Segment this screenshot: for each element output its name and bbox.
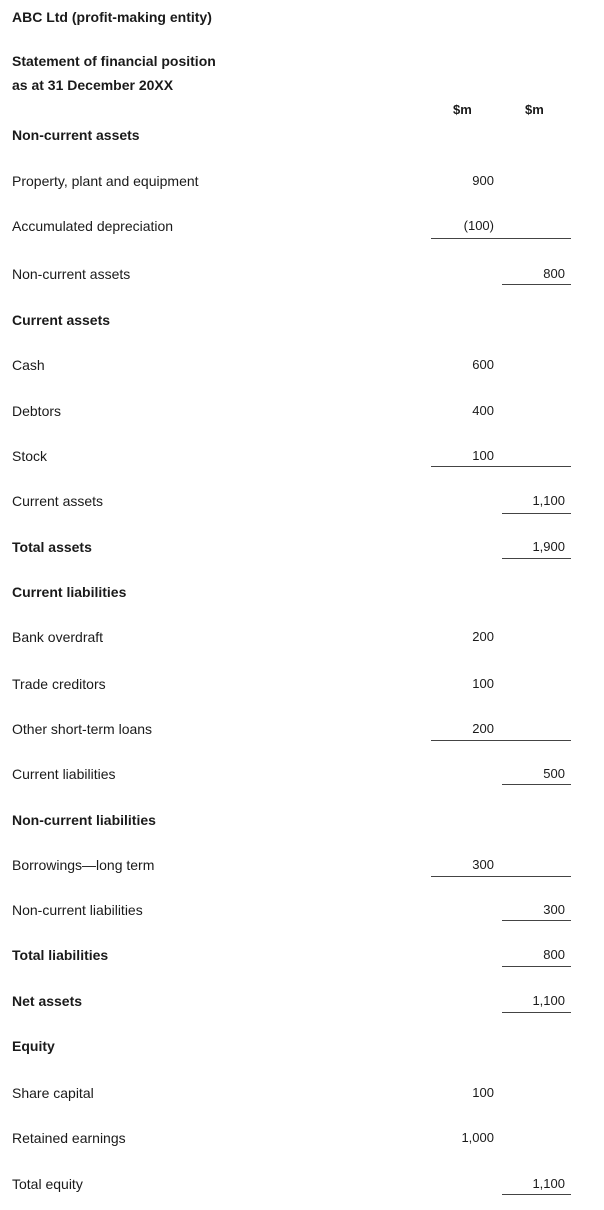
table-row (0, 355, 604, 379)
column-header-2: $m (525, 102, 544, 117)
table-row (0, 264, 604, 288)
row-value-col2: 1,100 (532, 993, 565, 1008)
row-label: Trade creditors (12, 676, 106, 692)
row-value-col2: 800 (543, 947, 565, 962)
row-label: Non-current assets (12, 127, 140, 143)
document-title: ABC Ltd (profit-making entity) (12, 9, 212, 25)
row-label: Non-current liabilities (12, 902, 143, 918)
row-label: Other short-term loans (12, 721, 153, 737)
row-value-col1: 400 (472, 403, 494, 418)
row-label: Equity (12, 1038, 55, 1054)
column-header-1: $m (453, 102, 472, 117)
row-label: Share capital (12, 1085, 94, 1101)
row-value-col1: 1,000 (461, 1130, 494, 1145)
table-row (0, 991, 604, 1015)
row-label: Current assets (12, 493, 104, 509)
table-row (0, 446, 604, 470)
row-value-col1: 100 (472, 1085, 494, 1100)
total-underline (502, 920, 571, 921)
row-value-col1: 300 (472, 857, 494, 872)
row-label: Stock (12, 448, 48, 464)
statement-date: as at 31 December 20XX (12, 77, 174, 93)
row-label: Total liabilities (12, 947, 109, 963)
table-row (0, 1174, 604, 1198)
row-value-col1: 900 (472, 173, 494, 188)
row-value-col2: 800 (543, 266, 565, 281)
table-row (0, 171, 604, 195)
table-row (0, 1128, 604, 1152)
row-label: Property, plant and equipment (12, 173, 199, 189)
total-underline (431, 876, 571, 877)
table-row (0, 582, 604, 606)
table-row (0, 627, 604, 651)
row-value-col1: 100 (472, 676, 494, 691)
total-underline (431, 466, 571, 467)
row-label: Retained earnings (12, 1130, 126, 1146)
row-label: Total assets (12, 539, 92, 555)
row-label: Current liabilities (12, 766, 116, 782)
total-underline (502, 284, 571, 285)
table-row (0, 216, 604, 240)
table-row (0, 1036, 604, 1060)
table-row (0, 537, 604, 561)
row-label: Current assets (12, 312, 111, 328)
row-value-col1: 600 (472, 357, 494, 372)
total-underline (502, 1012, 571, 1013)
row-label: Non-current liabilities (12, 812, 156, 828)
table-row (0, 945, 604, 969)
row-value-col2: 1,100 (532, 1176, 565, 1191)
total-underline (502, 784, 571, 785)
total-underline (502, 558, 571, 559)
total-underline (502, 513, 571, 514)
row-label: Non-current assets (12, 266, 131, 282)
row-label: Debtors (12, 403, 62, 419)
table-row (0, 401, 604, 425)
row-value-col1: 100 (472, 448, 494, 463)
row-label: Net assets (12, 993, 83, 1009)
table-row (0, 900, 604, 924)
total-underline (431, 238, 571, 239)
table-row (0, 674, 604, 698)
row-value-col2: 500 (543, 766, 565, 781)
table-row (0, 1083, 604, 1107)
row-value-col2: 1,100 (532, 493, 565, 508)
table-row (0, 125, 604, 149)
statement-title: Statement of financial position (12, 53, 216, 69)
row-label: Bank overdraft (12, 629, 104, 645)
table-row (0, 810, 604, 834)
row-value-col2: 1,900 (532, 539, 565, 554)
total-underline (502, 966, 571, 967)
row-label: Borrowings—long term (12, 857, 155, 873)
table-row (0, 310, 604, 334)
table-row (0, 719, 604, 743)
row-label: Accumulated depreciation (12, 218, 174, 234)
table-row (0, 491, 604, 515)
row-value-col1: 200 (472, 629, 494, 644)
row-label: Total equity (12, 1176, 83, 1192)
total-underline (431, 740, 571, 741)
row-label: Current liabilities (12, 584, 127, 600)
row-value-col1: (100) (463, 218, 494, 233)
row-label: Cash (12, 357, 45, 373)
row-value-col1: 200 (472, 721, 494, 736)
total-underline (502, 1194, 571, 1195)
table-row (0, 855, 604, 879)
row-value-col2: 300 (543, 902, 565, 917)
table-row (0, 764, 604, 788)
